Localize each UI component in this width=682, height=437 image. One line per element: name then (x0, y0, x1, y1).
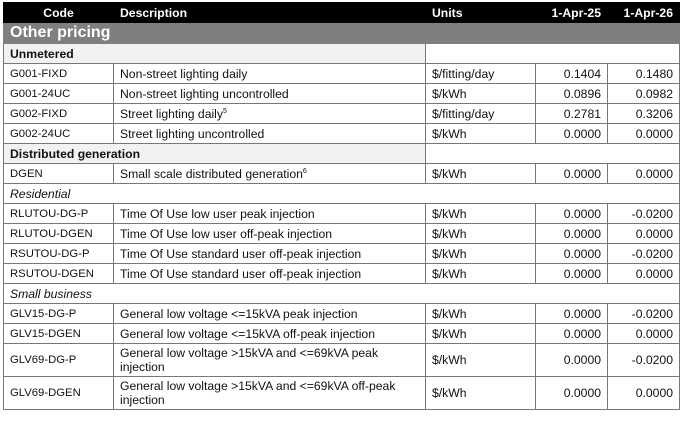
value-2026-cell: 0.0000 (608, 264, 680, 284)
units-cell: $/kWh (426, 204, 536, 224)
units-cell: $/kWh (426, 377, 536, 410)
table-row (4, 324, 680, 344)
code-cell: G002-FIXD (4, 104, 114, 124)
description-cell: Time Of Use standard user off-peak injection (114, 244, 426, 264)
header-code: Code (4, 3, 114, 23)
code-cell: G001-FIXD (4, 64, 114, 84)
description-cell: General low voltage >15kVA and <=69kVA off-peak injection (114, 377, 426, 410)
value-2025-cell: 0.0000 (536, 224, 608, 244)
units-cell: $/kWh (426, 84, 536, 104)
units-cell: $/kWh (426, 324, 536, 344)
value-2025-cell: 0.0000 (536, 344, 608, 377)
table-row (4, 104, 680, 124)
value-2025-cell: 0.0000 (536, 244, 608, 264)
header-col2: 1-Apr-26 (608, 3, 680, 23)
value-2025-cell: 0.1404 (536, 64, 608, 84)
table-row (4, 204, 680, 224)
group-label-unmetered: Unmetered (4, 44, 426, 64)
code-cell: RSUTOU-DG-P (4, 244, 114, 264)
value-2026-cell: -0.0200 (608, 304, 680, 324)
group-label-distributed: Distributed generation (4, 144, 426, 164)
value-2025-cell: 0.0000 (536, 204, 608, 224)
table-row (4, 164, 680, 184)
value-2026-cell: -0.0200 (608, 204, 680, 224)
value-2026-cell: 0.3206 (608, 104, 680, 124)
description-cell: Time Of Use low user peak injection (114, 204, 426, 224)
code-cell: G002-24UC (4, 124, 114, 144)
value-2026-cell: 0.0000 (608, 324, 680, 344)
table-row (4, 244, 680, 264)
description-cell: Non-street lighting uncontrolled (114, 84, 426, 104)
header-units: Units (426, 3, 536, 23)
code-cell: GLV15-DGEN (4, 324, 114, 344)
pricing-table (3, 2, 680, 410)
code-cell: DGEN (4, 164, 114, 184)
subgroup-row-small-business (4, 284, 680, 304)
subgroup-label-small-business: Small business (4, 284, 680, 304)
units-cell: $/kWh (426, 224, 536, 244)
value-2026-cell: -0.0200 (608, 244, 680, 264)
code-cell: RLUTOU-DG-P (4, 204, 114, 224)
code-cell: GLV15-DG-P (4, 304, 114, 324)
code-cell: RSUTOU-DGEN (4, 264, 114, 284)
group-fill (426, 44, 680, 64)
value-2025-cell: 0.0000 (536, 304, 608, 324)
description-cell: General low voltage <=15kVA off-peak injection (114, 324, 426, 344)
code-cell: GLV69-DG-P (4, 344, 114, 377)
table-row (4, 64, 680, 84)
units-cell: $/fitting/day (426, 104, 536, 124)
table-row (4, 224, 680, 244)
value-2025-cell: 0.0000 (536, 264, 608, 284)
section-title: Other pricing (4, 23, 680, 44)
value-2026-cell: 0.0000 (608, 224, 680, 244)
description-cell: Time Of Use low user off-peak injection (114, 224, 426, 244)
table-row (4, 344, 680, 377)
footnote-ref: 6 (302, 167, 307, 175)
table-row (4, 377, 680, 410)
section-row (4, 23, 680, 44)
value-2026-cell: -0.0200 (608, 344, 680, 377)
code-cell: RLUTOU-DGEN (4, 224, 114, 244)
units-cell: $/kWh (426, 124, 536, 144)
subgroup-label-residential: Residential (4, 184, 680, 204)
units-cell: $/fitting/day (426, 64, 536, 84)
description-cell: General low voltage >15kVA and <=69kVA peak injection (114, 344, 426, 377)
table-row (4, 264, 680, 284)
value-2026-cell: 0.0982 (608, 84, 680, 104)
code-cell: G001-24UC (4, 84, 114, 104)
description-cell: General low voltage <=15kVA peak injection (114, 304, 426, 324)
description-cell: Non-street lighting daily (114, 64, 426, 84)
value-2026-cell: 0.0000 (608, 377, 680, 410)
description-cell: Time Of Use standard user off-peak injection (114, 264, 426, 284)
group-row-distributed (4, 144, 680, 164)
header-col1: 1-Apr-25 (536, 3, 608, 23)
units-cell: $/kWh (426, 304, 536, 324)
units-cell: $/kWh (426, 264, 536, 284)
description-cell: Street lighting uncontrolled (114, 124, 426, 144)
value-2026-cell: 0.1480 (608, 64, 680, 84)
code-cell: GLV69-DGEN (4, 377, 114, 410)
table-row (4, 304, 680, 324)
units-cell: $/kWh (426, 344, 536, 377)
value-2025-cell: 0.0000 (536, 324, 608, 344)
header-description: Description (114, 3, 426, 23)
value-2025-cell: 0.0896 (536, 84, 608, 104)
header-row (4, 3, 680, 23)
value-2025-cell: 0.0000 (536, 124, 608, 144)
value-2025-cell: 0.2781 (536, 104, 608, 124)
table-row (4, 124, 680, 144)
description-cell: Street lighting daily$^5$ (114, 104, 426, 124)
value-2026-cell: 0.0000 (608, 164, 680, 184)
value-2026-cell: 0.0000 (608, 124, 680, 144)
subgroup-row-residential (4, 184, 680, 204)
table-row (4, 84, 680, 104)
value-2025-cell: 0.0000 (536, 377, 608, 410)
description-cell: Small scale distributed generation$^6$ (114, 164, 426, 184)
group-row-unmetered (4, 44, 680, 64)
units-cell: $/kWh (426, 164, 536, 184)
footnote-ref: 5 (222, 107, 227, 115)
units-cell: $/kWh (426, 244, 536, 264)
value-2025-cell: 0.0000 (536, 164, 608, 184)
group-fill (426, 144, 680, 164)
